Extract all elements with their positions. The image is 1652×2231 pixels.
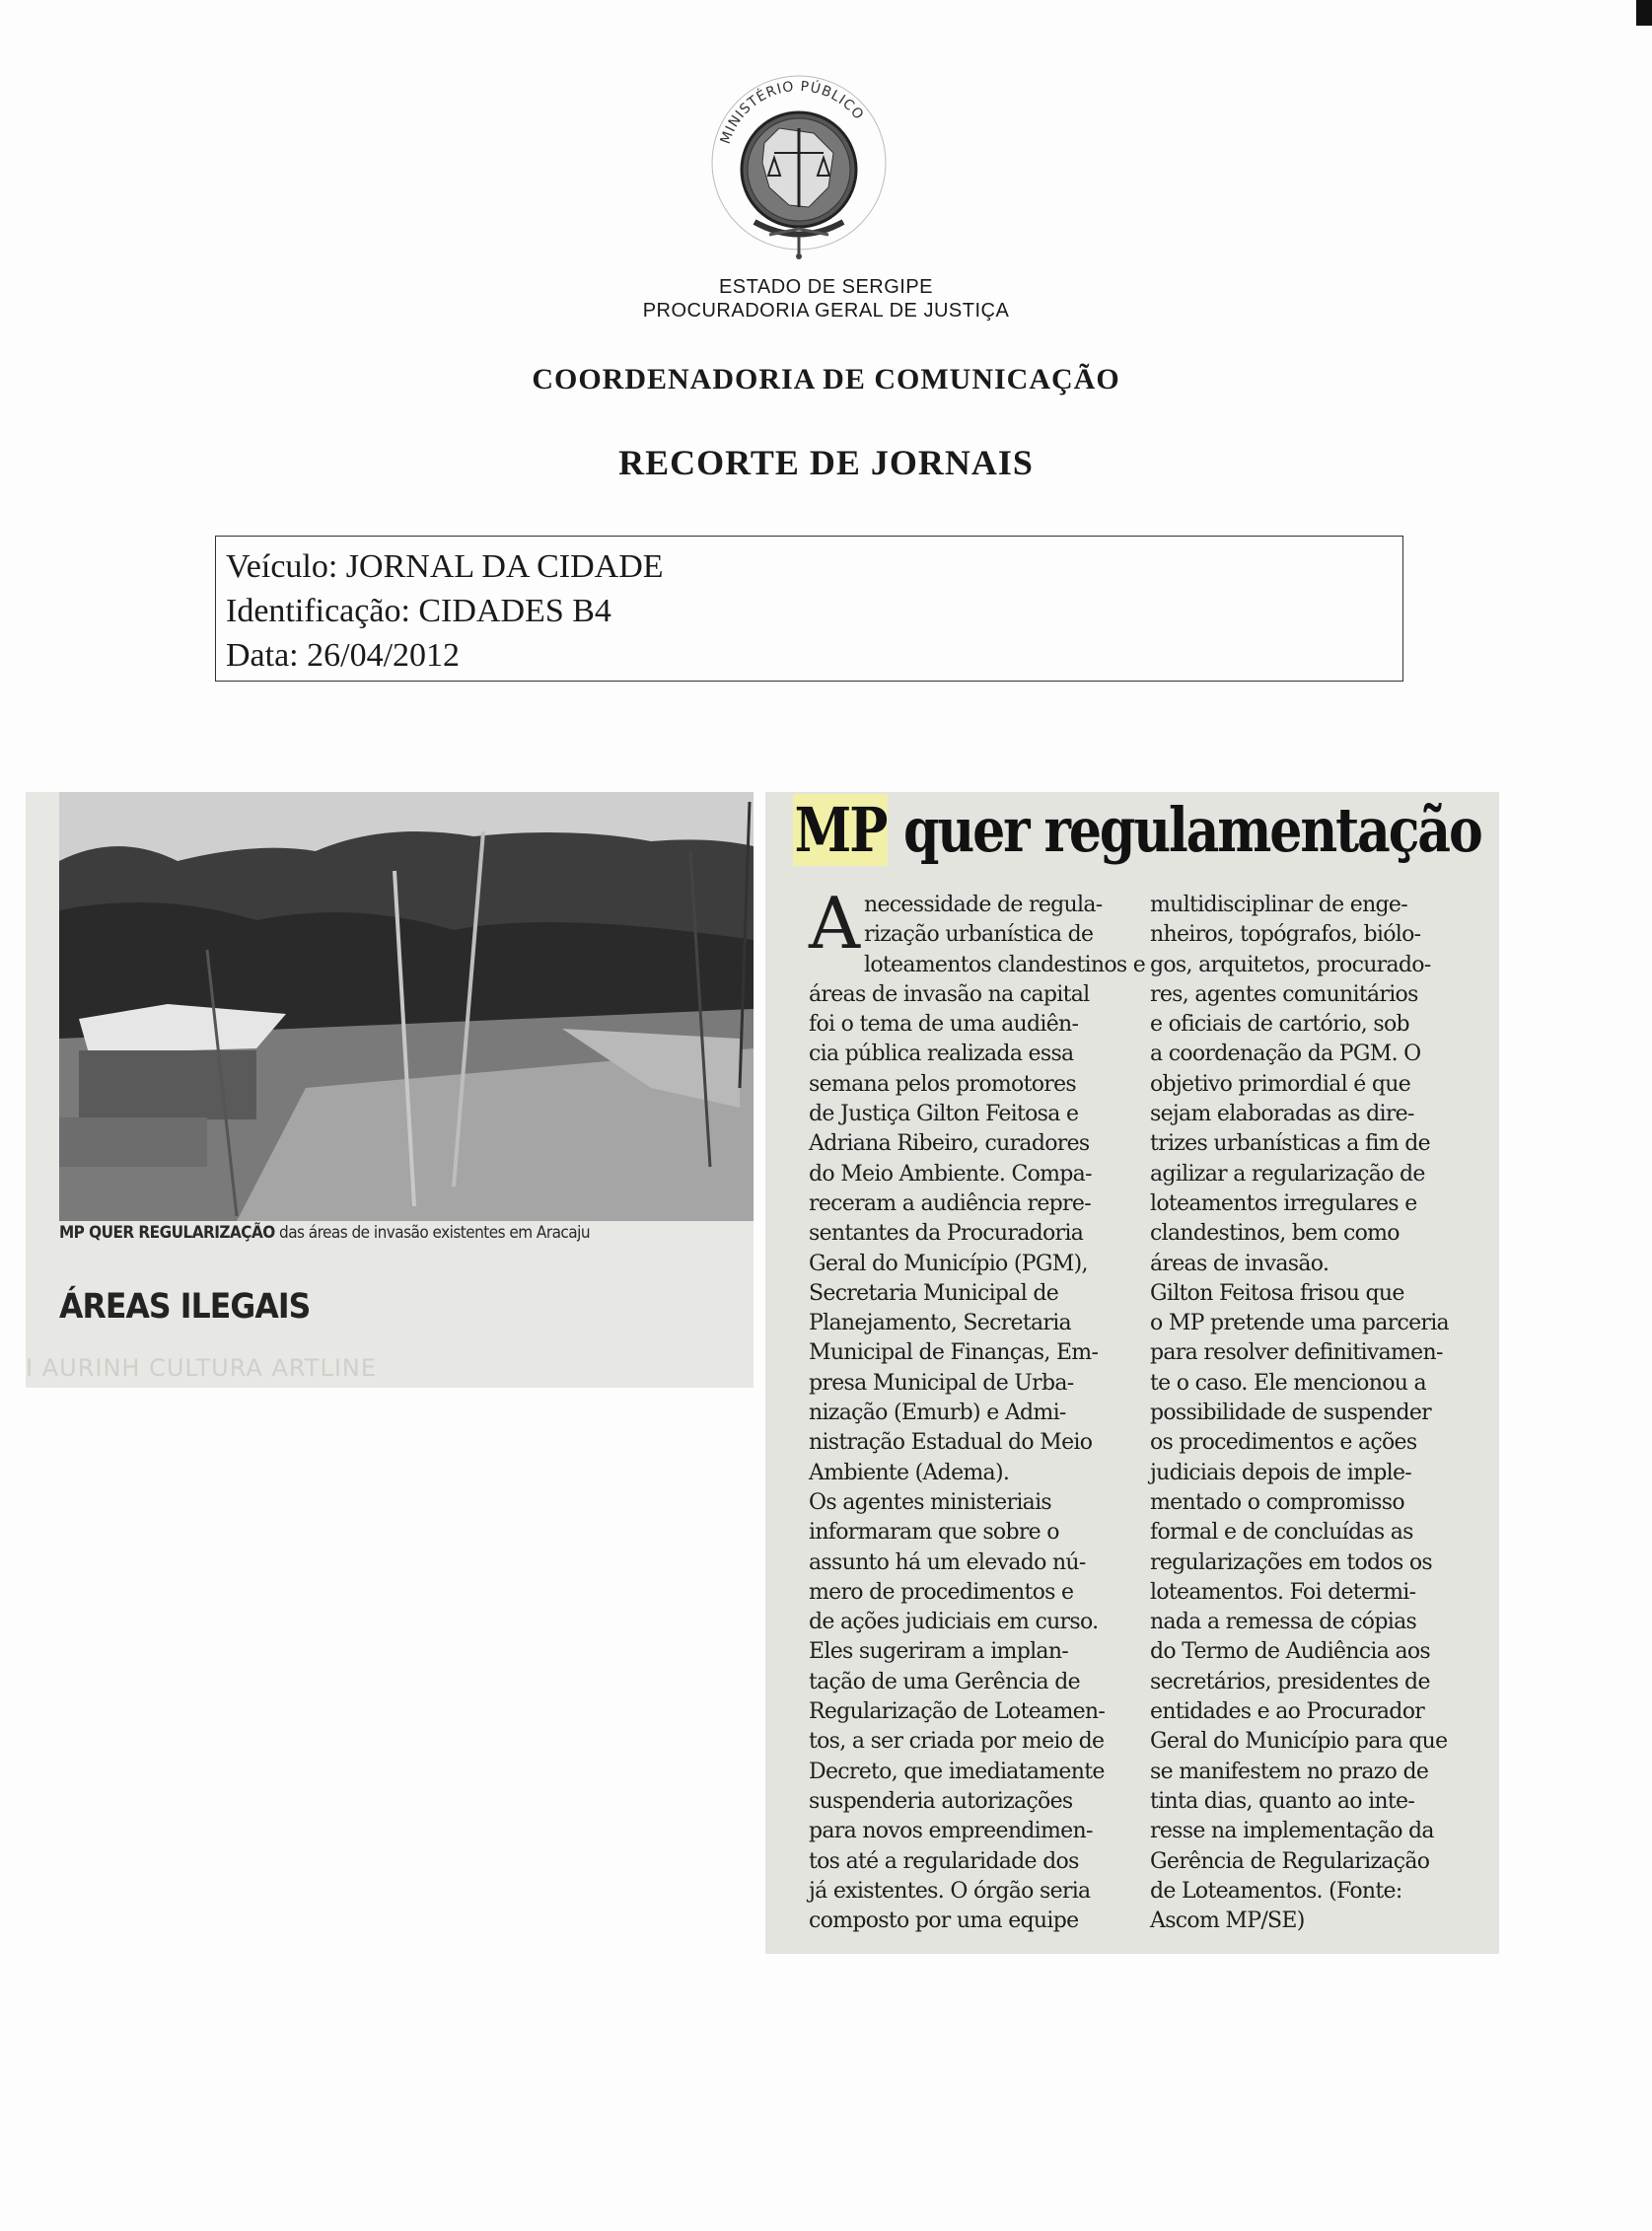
photo-caption-bold: MP QUER REGULARIZAÇÃO xyxy=(59,1223,275,1243)
state-name: ESTADO DE SERGIPE xyxy=(718,276,934,298)
article-line: Secretaria Municipal de xyxy=(809,1280,1059,1306)
article-line: nada a remessa de cópias xyxy=(1150,1610,1417,1635)
article-line: loteamentos irregulares e xyxy=(1150,1190,1417,1216)
article-line: Municipal de Finanças, Em- xyxy=(809,1340,1099,1366)
photo-headline: ÁREAS ILEGAIS xyxy=(59,1287,311,1327)
article-line: Decreto, que imediatamente xyxy=(809,1759,1105,1784)
article-line: do Meio Ambiente. Compa- xyxy=(809,1161,1092,1187)
article-column-left xyxy=(809,882,1146,1936)
article-line: tinta dias, quanto ao inte- xyxy=(1150,1788,1415,1814)
article-line: cia pública realizada essa xyxy=(809,1042,1074,1067)
article-line: trizes urbanísticas a fim de xyxy=(1150,1131,1430,1157)
article-line: mentado o compromisso xyxy=(1150,1489,1404,1515)
article-line: clandestinos, bem como xyxy=(1150,1221,1400,1247)
article-line: foi o tema de uma audiên- xyxy=(809,1012,1079,1038)
article-line: Os agentes ministeriais xyxy=(809,1489,1051,1515)
article-line: do Termo de Audiência aos xyxy=(1150,1639,1431,1665)
department-title: COORDENADORIA DE COMUNICAÇÃO xyxy=(532,363,1120,396)
article-line: tação de uma Gerência de xyxy=(809,1669,1080,1694)
article-line: suspenderia autorizações xyxy=(809,1788,1073,1814)
article-title-rest: quer regulamentação xyxy=(887,794,1481,866)
article-line: receram a audiência repre- xyxy=(809,1190,1091,1216)
article-line: agilizar a regularização de xyxy=(1150,1161,1425,1187)
article-line: o MP pretende uma parceria xyxy=(1150,1311,1449,1336)
article-line: Regularização de Loteamen- xyxy=(809,1699,1106,1725)
article-line: sentantes da Procuradoria xyxy=(809,1221,1084,1247)
clipping-info-box xyxy=(215,536,1403,682)
article-line: regularizações em todos os xyxy=(1150,1549,1432,1575)
article-line: presa Municipal de Urba- xyxy=(809,1370,1074,1396)
article-line: formal e de concluídas as xyxy=(1150,1520,1413,1546)
bleed-through-text: I AURINH CULTURA ARTLINE xyxy=(26,1354,378,1382)
article-line: áreas de invasão na capital xyxy=(809,981,1090,1007)
article-line: Ambiente (Adema). xyxy=(809,1460,1010,1485)
article-line: Geral do Município para que xyxy=(1150,1729,1448,1755)
article-line: resse na implementação da xyxy=(1150,1819,1434,1844)
article-line: a coordenação da PGM. O xyxy=(1150,1042,1421,1067)
article-line: tos, a ser criada por meio de xyxy=(809,1729,1105,1755)
article-line: já existentes. O órgão seria xyxy=(809,1878,1091,1904)
article-line: secretários, presidentes de xyxy=(1150,1669,1430,1694)
article-line: Eles sugeriram a implan- xyxy=(809,1639,1069,1665)
article-line: para resolver definitivamen- xyxy=(1150,1340,1443,1366)
article-line: Adriana Ribeiro, curadores xyxy=(809,1131,1090,1157)
article-line: judiciais depois de imple- xyxy=(1150,1460,1412,1485)
article-line: composto por uma equipe xyxy=(809,1908,1079,1934)
article-line: sejam elaboradas as dire- xyxy=(1150,1102,1414,1127)
photo-clipping xyxy=(26,792,754,1388)
scan-corner-mark xyxy=(1636,0,1652,26)
article-dropcap: A xyxy=(809,882,860,965)
article-title xyxy=(793,794,1481,866)
article-line: possibilidade de suspender xyxy=(1150,1401,1431,1426)
article-line: Planejamento, Secretaria xyxy=(809,1311,1071,1336)
article-line: de ações judiciais em curso. xyxy=(809,1610,1099,1635)
article-line: necessidade de regula- xyxy=(864,893,1103,917)
article-line: semana pelos promotores xyxy=(809,1071,1076,1097)
identification-line: Identificação: CIDADES B4 xyxy=(226,593,611,629)
article-line: res, agentes comunitários xyxy=(1150,981,1418,1007)
article-line: gos, arquitetos, procurado- xyxy=(1150,952,1431,977)
photo-caption-rest: das áreas de invasão existentes em Aracaju xyxy=(274,1223,591,1243)
article-line: te o caso. Ele mencionou a xyxy=(1150,1370,1426,1396)
article-line: assunto há um elevado nú- xyxy=(809,1549,1086,1575)
article-line: informaram que sobre o xyxy=(809,1520,1059,1546)
article-line: loteamentos clandestinos e xyxy=(864,952,1146,977)
article-line: rização urbanística de xyxy=(864,922,1094,948)
article-column-right xyxy=(1150,891,1485,1936)
article-line: se manifestem no prazo de xyxy=(1150,1759,1429,1784)
article-line: Gerência de Regularização xyxy=(1150,1848,1430,1874)
article-title-highlight: MP xyxy=(794,794,887,866)
article-line: objetivo primordial é que xyxy=(1150,1071,1411,1097)
date-line: Data: 26/04/2012 xyxy=(226,637,461,674)
article-line: tos até a regularidade dos xyxy=(809,1848,1079,1874)
article-line: nização (Emurb) e Admi- xyxy=(809,1401,1066,1426)
ministerio-publico-seal xyxy=(705,59,893,261)
article-line: loteamentos. Foi determi- xyxy=(1150,1579,1416,1605)
article-line: entidades e ao Procurador xyxy=(1150,1699,1425,1725)
office-name: PROCURADORIA GERAL DE JUSTIÇA xyxy=(642,300,1010,322)
vehicle-line: Veículo: JORNAL DA CIDADE xyxy=(226,548,664,585)
article-line: nistração Estadual do Meio xyxy=(809,1430,1093,1456)
article-line: e oficiais de cartório, sob xyxy=(1150,1012,1409,1038)
photo-caption xyxy=(59,1223,684,1243)
article-line: para novos empreendimen- xyxy=(809,1819,1093,1844)
article-line: de Justiça Gilton Feitosa e xyxy=(809,1102,1079,1127)
article-line: os procedimentos e ações xyxy=(1150,1430,1417,1456)
article-line: nheiros, topógrafos, biólo- xyxy=(1150,922,1421,948)
article-line: Gilton Feitosa frisou que xyxy=(1150,1280,1404,1306)
invasion-area-photo xyxy=(59,792,754,1221)
article-line: áreas de invasão. xyxy=(1150,1251,1329,1276)
article-line: Geral do Município (PGM), xyxy=(809,1251,1088,1276)
article-line: mero de procedimentos e xyxy=(809,1579,1074,1605)
document-type-title: RECORTE DE JORNAIS xyxy=(618,443,1034,482)
article-line: de Loteamentos. (Fonte: xyxy=(1150,1878,1402,1904)
article-line: Ascom MP/SE) xyxy=(1150,1908,1305,1934)
svg-text:MINISTÉRIO PÚBLICO: MINISTÉRIO PÚBLICO xyxy=(717,78,867,147)
article-line: multidisciplinar de enge- xyxy=(1150,893,1407,917)
article-clipping xyxy=(765,792,1499,1954)
